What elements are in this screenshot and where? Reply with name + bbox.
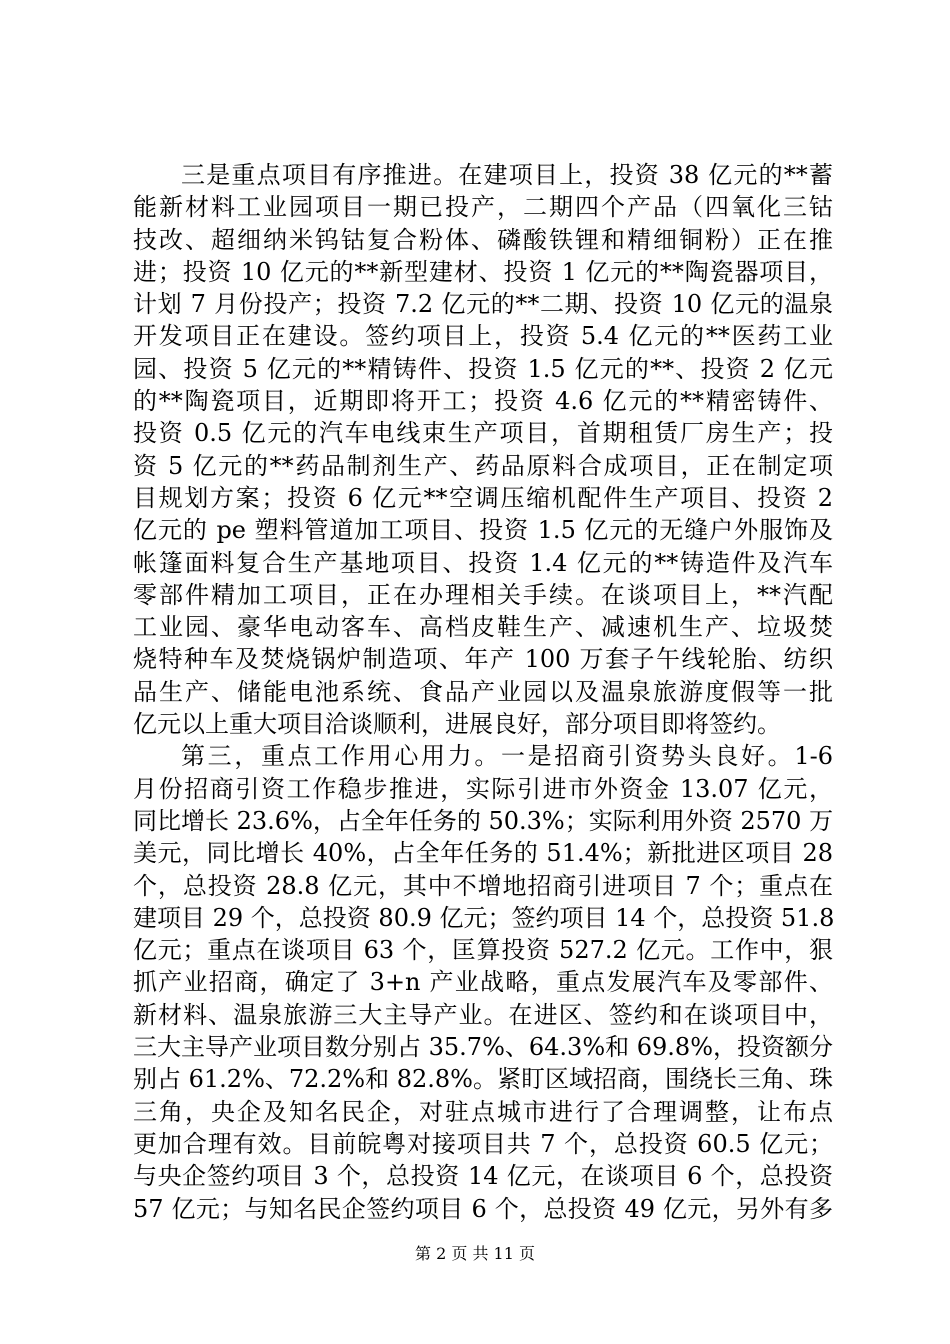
text-line: 的**陶瓷项目，近期即将开工；投资 4.6 亿元的**精密铸件、: [133, 387, 833, 416]
text-line: 月份招商引资工作稳步推进，实际引进市外资金 13.07 亿元，: [133, 774, 833, 803]
text-line: 与央企签约项目 3 个，总投资 14 亿元，在谈项目 6 个，总投资: [133, 1162, 833, 1191]
text-line: 三是重点项目有序推进。在建项目上，投资 38 亿元的**蓄: [181, 161, 833, 189]
paragraph-key-projects: [133, 159, 833, 740]
text-line: 个，总投资 28.8 亿元，其中不增地招商引进项目 7 个；重点在: [133, 871, 833, 900]
text-line: 更加合理有效。目前皖粤对接项目共 7 个，总投资 60.5 亿元；: [133, 1129, 833, 1158]
text-line: 亿元以上重大项目洽谈顺利，进展良好，部分项目即将签约。: [133, 710, 781, 739]
text-line: 帐篷面料复合生产基地项目、投资 1.4 亿元的**铸造件及汽车: [133, 548, 833, 577]
text-line: 目规划方案；投资 6 亿元**空调压缩机配件生产项目、投资 2: [133, 483, 833, 512]
text-line: 抓产业招商，确定了 3+n 产业战略，重点发展汽车及零部件、: [133, 968, 833, 997]
text-line: 美元，同比增长 40%，占全年任务的 51.4%；新批进区项目 28: [133, 839, 833, 868]
paragraph-key-work: [133, 740, 833, 1224]
text-line: 亿元的 pe 塑料管道加工项目、投资 1.5 亿元的无缝户外服饰及: [133, 516, 833, 545]
text-line: 亿元；重点在谈项目 63 个，匡算投资 527.2 亿元。工作中，狠: [133, 936, 833, 965]
text-line: 57 亿元；与知名民企签约项目 6 个，总投资 49 亿元，另外有多: [133, 1194, 833, 1223]
text-line: 别占 61.2%、72.2%和 82.8%。紧盯区域招商，围绕长三角、珠: [133, 1065, 833, 1094]
text-line: 技改、超细纳米钨钴复合粉体、磷酸铁锂和精细铜粉）正在推: [133, 225, 833, 254]
text-line: 投资 0.5 亿元的汽车电线束生产项目，首期租赁厂房生产；投: [133, 419, 833, 448]
text-line: 资 5 亿元的**药品制剂生产、药品原料合成项目，正在制定项: [133, 451, 833, 480]
text-line: 工业园、豪华电动客车、高档皮鞋生产、减速机生产、垃圾焚: [133, 613, 833, 642]
text-line: 开发项目正在建设。签约项目上，投资 5.4 亿元的**医药工业: [133, 322, 833, 351]
text-line: 第三，重点工作用心用力。一是招商引资势头良好。1-6: [181, 742, 833, 771]
text-line: 烧特种车及焚烧锅炉制造项、年产 100 万套子午线轮胎、纺织: [133, 645, 833, 674]
text-line: 零部件精加工项目，正在办理相关手续。在谈项目上，**汽配: [133, 580, 833, 609]
text-line: 建项目 29 个，总投资 80.9 亿元；签约项目 14 个，总投资 51.8: [133, 903, 835, 932]
text-line: 三大主导产业项目数分别占 35.7%、64.3%和 69.8%，投资额分: [133, 1033, 833, 1062]
text-line: 能新材料工业园项目一期已投产，二期四个产品（四氧化三钴: [133, 193, 833, 222]
text-line: 同比增长 23.6%，占全年任务的 50.3%；实际利用外资 2570 万: [133, 806, 834, 835]
text-line: 品生产、储能电池系统、食品产业园以及温泉旅游度假等一批: [133, 677, 833, 706]
text-line: 园、投资 5 亿元的**精铸件、投资 1.5 亿元的**、投资 2 亿元: [133, 354, 833, 383]
text-line: 计划 7 月份投产；投资 7.2 亿元的**二期、投资 10 亿元的温泉: [133, 290, 833, 319]
text-line: 进；投资 10 亿元的**新型建材、投资 1 亿元的**陶瓷器项目，: [133, 257, 833, 286]
text-line: 三角，央企及知名民企，对驻点城市进行了合理调整，让布点: [133, 1097, 833, 1126]
text-line: 新材料、温泉旅游三大主导产业。在进区、签约和在谈项目中，: [133, 1000, 833, 1029]
document-body: [133, 159, 833, 1225]
page-footer: 第 2 页 共 11 页: [415, 1244, 535, 1263]
